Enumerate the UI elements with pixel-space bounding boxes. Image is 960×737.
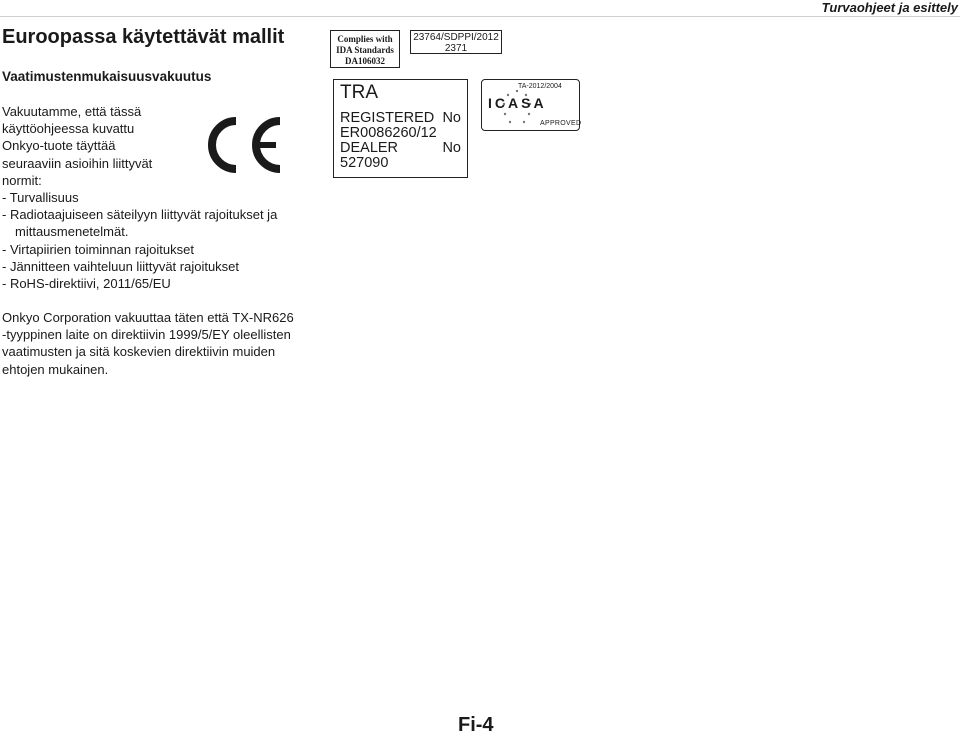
tra-registered-no: No <box>442 110 461 126</box>
declaration-list-item: - Turvallisuus <box>2 190 79 206</box>
sdppi-line: 2371 <box>444 43 468 54</box>
ida-line: DA106032 <box>345 56 385 66</box>
declaration-list-item: - Jännitteen vaihteluun liittyvät rajoitukset <box>2 258 240 274</box>
declaration-line: Onkyo-tuote täyttää <box>2 138 116 154</box>
tra-dealer-value: 527090 <box>340 155 389 171</box>
tra-dealer-label: DEALER <box>340 140 399 156</box>
tra-title: TRA <box>340 82 378 103</box>
chapter-header: Turvaohjeet ja esittely <box>821 0 958 15</box>
icasa-number: TA-2012/2004 <box>518 83 562 90</box>
corporation-line: -tyyppinen laite on direktiivin 1999/5/EY oleellisten <box>2 327 291 343</box>
tra-registered-label: REGISTERED <box>340 110 435 126</box>
ida-line: IDA Standards <box>336 45 394 55</box>
corporation-line: ehtojen mukainen. <box>2 361 109 377</box>
tra-dealer-no: No <box>442 140 461 156</box>
declaration-line: käyttöohjeessa kuvattu <box>2 121 135 137</box>
tra-registered-value: ER0086260/12 <box>340 125 437 141</box>
sdppi-line: 23764/SDPPI/2012 <box>413 32 499 43</box>
header-divider <box>0 16 960 17</box>
section-title: Euroopassa käytettävät mallit <box>2 26 285 48</box>
corporation-line: Onkyo Corporation vakuuttaa täten että TX-NR626 <box>2 310 294 325</box>
declaration-title: Vaatimustenmukaisuusvakuutus <box>2 69 212 84</box>
icasa-approved: APPROVED <box>540 120 582 127</box>
sdppi-certification-label <box>410 30 502 54</box>
ida-line: Complies with <box>337 34 393 44</box>
ce-mark-icon <box>206 117 284 173</box>
tra-registration-label <box>333 79 468 178</box>
declaration-line: seuraaviin asioihin liittyvät <box>2 155 153 171</box>
declaration-line: Vakuutamme, että tässä <box>2 104 142 119</box>
icasa-logo: ICASA <box>488 95 547 111</box>
declaration-list-item: - Radiotaajuiseen säteilyyn liittyvät rajoitukset ja <box>2 207 278 223</box>
declaration-list-item-cont: mittausmenetelmät. <box>15 224 129 240</box>
declaration-list-item: - Virtapiirien toiminnan rajoitukset <box>2 241 194 257</box>
ida-compliance-label <box>330 30 400 68</box>
corporation-statement <box>2 309 294 378</box>
corporation-line: vaatimusten ja sitä koskevien direktiivin muiden <box>2 344 276 360</box>
icasa-approval-label <box>481 79 580 131</box>
declaration-line: normit: <box>2 172 42 188</box>
page-number: Fi-4 <box>458 714 494 736</box>
declaration-list-item: - RoHS-direktiivi, 2011/65/EU <box>2 276 171 292</box>
tra-registered-row <box>340 111 461 126</box>
tra-dealer-row <box>340 141 461 156</box>
